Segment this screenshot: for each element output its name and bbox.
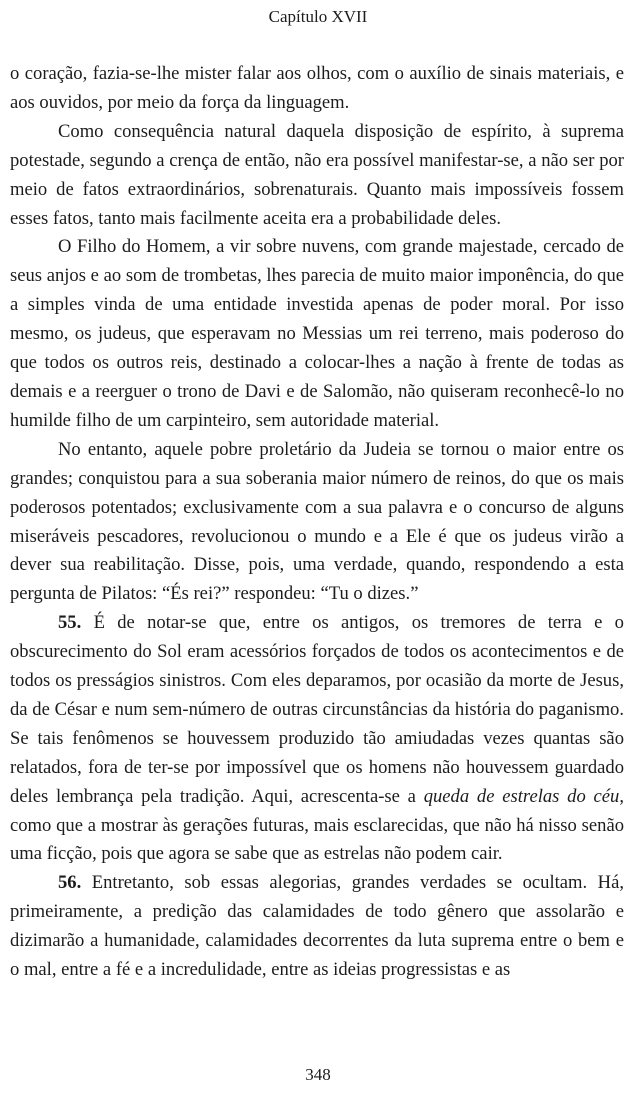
section-number: 55. [58,612,82,634]
page-number: 348 [305,1065,331,1084]
paragraph: O Filho do Homem, a vir sobre nuvens, com grande majestade, cercado de seus anjos e ao som de trombetas, lhes parecia de muito maior imponência, do que a simples vinda de uma entidade investida apenas de poder moral. Por isso mesmo, os judeus, que esperavam no Messias um rei terreno, mais poderoso do que todos os outros reis, destinado a colocar-lhes a nação à frente de todas as demais e a reerguer o trono de Davi e de Salomão, não quiseram reconhecê-lo no humilde filho de um carpinteiro, sem autoridade material. [10,236,624,431]
italic-phrase: queda de estrelas do céu [423,785,620,807]
paragraph-section-56 [10,869,624,985]
running-head: Capítulo XVII [268,7,368,26]
paragraph-text: , como que a mostrar às gerações futuras, mais esclarecidas, que não há nisso senão uma ficção, pois que agora se sabe que as estrelas não podem cair. [10,785,624,865]
paragraph-section-55 [10,609,624,869]
body-text [10,60,624,985]
paragraph: Como consequência natural daquela disposição de espírito, à suprema potestade, segundo a crença de então, não era possível manifestar-se, a não ser por meio de fatos extraordinários, sobrenaturais. Quanto mais impossíveis fossem esses fatos, tanto mais facilmente aceita era a probabilidade deles. [10,120,624,229]
paragraph-text: É de notar-se que, entre os antigos, os tremores de terra e o obscurecimento do Sol eram acessórios forçados de todos os acontecimentos e de todos os presságios sinistros. Com eles deparamos, por ocasião da morte de Jesus, da de César e num sem-número de outras circunstâncias da história do paganismo. Se tais fenômenos se houvessem produzido tão amiudadas vezes quantas são relatados, fora de ter-se por impossível que os homens não houvessem guardado deles lembrança pela tradição. Aqui, acrescenta-se a [10,612,624,807]
paragraph-text: Entretanto, sob essas alegorias, grandes verdades se ocultam. Há, primeiramente, a predição das calamidades de todo gênero que assolarão e dizimarão a humanidade, calamidades decorrentes da luta suprema entre o bem e o mal, entre a fé e a incredulidade, entre as ideias progressistas e as [10,872,624,981]
paragraph: No entanto, aquele pobre proletário da Judeia se tornou o maior entre os grandes; conquistou para a sua soberania maior número de reinos, do que os mais poderosos potentados; exclusivamente com a sua palavra e o concurso de alguns miseráveis pescadores, revolucionou o mundo e a Ele é que os judeus virão a dever sua reabilitação. Disse, pois, uma verdade, quando, respondendo a esta pergunta de Pilatos: “És rei?” respondeu: “Tu o dizes.” [10,438,624,605]
paragraph-continuation: o coração, fazia-se-lhe mister falar aos olhos, com o auxílio de sinais materiais, e aos ouvidos, por meio da força da linguagem. [10,63,624,113]
section-number: 56. [58,872,82,894]
